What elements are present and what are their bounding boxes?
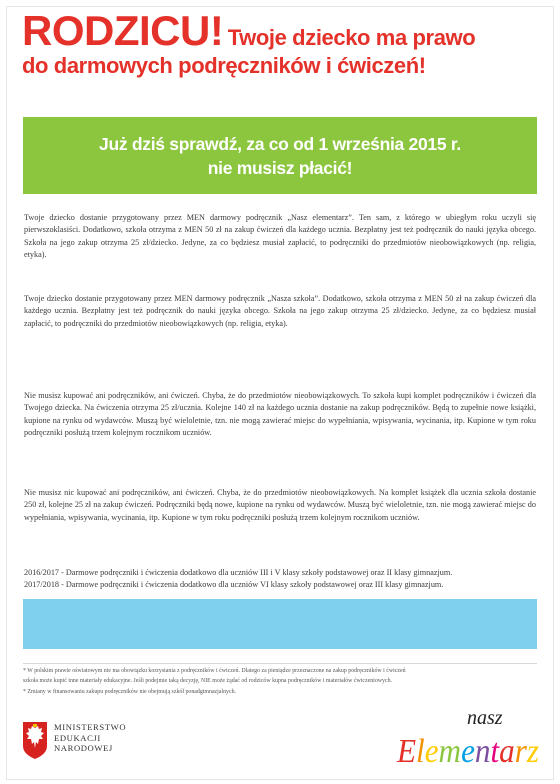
brand-letter: r [514, 733, 528, 770]
nasz-elementarz-logo [395, 704, 541, 770]
headline-line1: Twoje dziecko ma prawo [227, 25, 476, 50]
schedule-2017: 2017/2018 - Darmowe podręczniki i ćwiczenia dodatkowo dla uczniów VI klasy szkoły podstawowej oraz III klasy gimnazjum. [24, 580, 444, 590]
polish-eagle-icon [22, 720, 48, 760]
paragraph-gymnasium: Nie musisz nic kupować ani podręczników, ani ćwiczeń. Chyba, że do przedmiotów nieobowiązkowych. Na komplet książek dla ucznia szkoła dostanie 250 zł, kolejne 25 zł na zakup ćwiczeń. Podręczniki będą nowe, kupione na rynku od wydawców. Muszą być wieloletnie, tzn. nie mogą zawierać miejsc do wypełniania, wpisywania, wycinania, itp. Kupione w tym roku podręczniki posłużą trzem kolejnym rocznikom uczniów. [24, 488, 536, 522]
blue-box [23, 599, 537, 649]
brand-letter: e [424, 733, 440, 770]
brand-letter: t [490, 733, 500, 770]
paragraph-schedule [24, 567, 536, 592]
ministry-line3: NARODOWEJ [54, 743, 113, 754]
brand-wordmark [395, 704, 541, 770]
headline [22, 7, 542, 78]
brand-letter: n [474, 733, 492, 770]
footnote-1b: szkoła może kupić inne materiały edukacyjne. Jeśli podejmie taką decyzję, NIE może żądać od rodziców kupna podręczników i materiałów ćwiczeniowych. [23, 678, 392, 685]
ministry-line2: EDUKACJI [54, 732, 101, 743]
ministry-logo [22, 720, 152, 764]
footnotes [23, 666, 537, 697]
brand-letter: z [526, 733, 541, 770]
paragraph-nasz-elementarz: Twoje dziecko dostanie przygotowany przez MEN darmowy podręcznik „Nasz elementarz”. Ten sam, z którego w ubiegłym roku uczyli się pierwszoklasiści. Dodatkowo, szkoła otrzyma z MEN 50 zł na zakup ćwiczeń dla każdego ucznia. Bezpłatny jest też podręcznik do nauki języka obcego. Szkoła na jego zakup otrzyma 25 zł/dziecko. Jedyne, za co będziesz musiał zapłacić, to podręczniki do przedmiotów nieobowiązkowych (np. religia, etyka). [24, 213, 536, 260]
brand-letter: E [397, 733, 418, 770]
brand-small-word: nasz [467, 707, 503, 729]
ministry-name [54, 722, 126, 754]
footnote-divider [23, 663, 537, 664]
brand-letter: a [499, 733, 517, 770]
headline-exclaim: RODZICU! [22, 7, 224, 54]
footnote-2: * Zmiany w finansowaniu zakupu podręczników nie obejmują szkół ponadgimnazjalnych. [23, 688, 236, 695]
banner-line2: nie musisz płacić! [207, 157, 353, 178]
headline-line2: do darmowych podręczników i ćwiczeń! [22, 53, 426, 78]
schedule-2016: 2016/2017 - Darmowe podręczniki i ćwiczenia dodatkowo dla uczniów III i V klasy szkoły podstawowej oraz II klasy gimnazjum. [24, 568, 453, 577]
brand-letter: m [438, 733, 464, 770]
brand-big-word [396, 733, 539, 770]
green-banner [23, 117, 537, 194]
banner-line1: Już dziś sprawdź, za co od 1 września 2015 r. [99, 133, 461, 154]
paragraph-nasza-szkola: Twoje dziecko dostanie przygotowany przez MEN darmowy podręcznik „Nasza szkoła”. Dodatkowo, szkoła otrzyma z MEN 50 zł na zakup ćwiczeń dla każdego ucznia. Bezpłatny jest też podręcznik do nauki języka obcego. Szkoła na jego zakup otrzyma 25 zł/dziecko. Jedyne, za co będziesz musiał zapłacić, to podręczniki do przedmiotów nieobowiązkowych (np. religia, etyka). [24, 294, 536, 328]
footnote-1a: * W polskim prawie oświatowym nie ma obowiązku korzystania z podręczników i ćwiczeń. Dlatego za pieniądze przeznaczone na zakup podręczników i ćwiczeń [23, 668, 406, 674]
brand-letter: e [461, 733, 477, 770]
ministry-line1: MINISTERSTWO [54, 722, 127, 732]
brand-letter: l [416, 733, 426, 770]
paragraph-primary-school: Nie musisz kupować ani podręczników, ani ćwiczeń. Chyba, że do przedmiotów nieobowiązkowych. To szkoła kupi komplet podręczników i ćwiczeń dla Twojego dziecka. Na ćwiczenia otrzyma 25 zł/ucznia. Kolejne 140 zł na każdego ucznia dostanie na zakup podręczników. Będą to zupełnie nowe książki, kupione na rynku od wydawców. Muszą być wieloletnie, tzn. nie mogą zawierać miejsc do wypełniania, wpisywania, wycinania, itp. Kupione w tym roku podręczniki posłużą trzem kolejnym rocznikom uczniów. [24, 391, 536, 438]
